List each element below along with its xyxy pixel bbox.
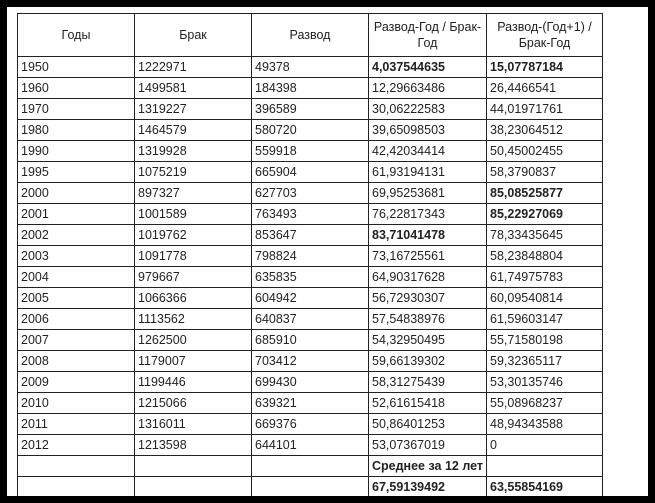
cell-year: 2008 xyxy=(18,351,135,372)
cell-divorce: 853647 xyxy=(252,225,369,246)
cell-ratio: 58,31275439 xyxy=(369,372,487,393)
table-row xyxy=(18,57,603,78)
table-row xyxy=(18,204,603,225)
table-row xyxy=(18,162,603,183)
cell-ratio-next: 85,08525877 xyxy=(487,183,603,204)
cell-marriage: 1464579 xyxy=(135,120,252,141)
cell-marriage: 1179007 xyxy=(135,351,252,372)
cell-ratio-next: 48,94343588 xyxy=(487,414,603,435)
cell-ratio-next: 53,30135746 xyxy=(487,372,603,393)
cell-ratio: 73,16725561 xyxy=(369,246,487,267)
cell-year: 2009 xyxy=(18,372,135,393)
header-ratio-next: Развод-(Год+1) / Брак-Год xyxy=(487,14,603,57)
cell-ratio: 56,72930307 xyxy=(369,288,487,309)
cell-ratio: 50,86401253 xyxy=(369,414,487,435)
cell-ratio: 30,06222583 xyxy=(369,99,487,120)
cell-year: 2011 xyxy=(18,414,135,435)
summary-label: Среднее за 12 лет xyxy=(369,456,487,477)
table-row xyxy=(18,225,603,246)
table-frame xyxy=(7,7,648,496)
cell-year: 2004 xyxy=(18,267,135,288)
cell-year: 1970 xyxy=(18,99,135,120)
cell-marriage: 1113562 xyxy=(135,309,252,330)
cell-ratio: 76,22817343 xyxy=(369,204,487,225)
cell-year: 1990 xyxy=(18,141,135,162)
cell-divorce: 703412 xyxy=(252,351,369,372)
cell-ratio: 53,07367019 xyxy=(369,435,487,456)
cell-marriage: 1019762 xyxy=(135,225,252,246)
cell-marriage: 1213598 xyxy=(135,435,252,456)
cell-marriage: 1316011 xyxy=(135,414,252,435)
cell-year: 2003 xyxy=(18,246,135,267)
cell-divorce: 798824 xyxy=(252,246,369,267)
header-years: Годы xyxy=(18,14,135,57)
table-row xyxy=(18,330,603,351)
cell-ratio-next: 55,71580198 xyxy=(487,330,603,351)
cell-year: 1980 xyxy=(18,120,135,141)
cell-marriage: 979667 xyxy=(135,267,252,288)
table-row xyxy=(18,393,603,414)
cell-ratio: 59,66139302 xyxy=(369,351,487,372)
cell-year: 2010 xyxy=(18,393,135,414)
cell-divorce: 604942 xyxy=(252,288,369,309)
cell-divorce: 669376 xyxy=(252,414,369,435)
cell-ratio: 64,90317628 xyxy=(369,267,487,288)
cell-marriage: 1222971 xyxy=(135,57,252,78)
cell-divorce: 627703 xyxy=(252,183,369,204)
cell-ratio-next: 38,23064512 xyxy=(487,120,603,141)
cell-ratio: 42,42034414 xyxy=(369,141,487,162)
cell-ratio: 69,95253681 xyxy=(369,183,487,204)
cell-year: 1960 xyxy=(18,78,135,99)
summary-values-row xyxy=(18,477,603,497)
summary-empty-cell xyxy=(252,456,369,477)
cell-ratio-next: 59,32365117 xyxy=(487,351,603,372)
cell-marriage: 1499581 xyxy=(135,78,252,99)
summary-ratio-avg: 67,59139492 xyxy=(369,477,487,497)
table-body xyxy=(18,57,603,456)
cell-ratio-next: 60,09540814 xyxy=(487,288,603,309)
cell-ratio: 83,71041478 xyxy=(369,225,487,246)
cell-divorce: 639321 xyxy=(252,393,369,414)
cell-year: 2012 xyxy=(18,435,135,456)
cell-divorce: 699430 xyxy=(252,372,369,393)
cell-divorce: 184398 xyxy=(252,78,369,99)
cell-ratio: 39,65098503 xyxy=(369,120,487,141)
cell-ratio-next: 78,33435645 xyxy=(487,225,603,246)
cell-marriage: 1199446 xyxy=(135,372,252,393)
cell-year: 2002 xyxy=(18,225,135,246)
cell-year: 2006 xyxy=(18,309,135,330)
cell-marriage: 1319227 xyxy=(135,99,252,120)
cell-ratio: 52,61615418 xyxy=(369,393,487,414)
table-row xyxy=(18,309,603,330)
cell-divorce: 644101 xyxy=(252,435,369,456)
cell-ratio-next: 61,59603147 xyxy=(487,309,603,330)
cell-ratio-next: 85,22927069 xyxy=(487,204,603,225)
cell-ratio-next: 61,74975783 xyxy=(487,267,603,288)
cell-divorce: 49378 xyxy=(252,57,369,78)
table-row xyxy=(18,267,603,288)
table-row xyxy=(18,246,603,267)
table-row xyxy=(18,141,603,162)
header-marriage: Брак xyxy=(135,14,252,57)
cell-divorce: 580720 xyxy=(252,120,369,141)
table-row xyxy=(18,414,603,435)
cell-marriage: 1215066 xyxy=(135,393,252,414)
cell-divorce: 665904 xyxy=(252,162,369,183)
cell-year: 1995 xyxy=(18,162,135,183)
cell-marriage: 1091778 xyxy=(135,246,252,267)
cell-year: 2007 xyxy=(18,330,135,351)
cell-year: 1950 xyxy=(18,57,135,78)
table-row xyxy=(18,435,603,456)
table-row xyxy=(18,351,603,372)
cell-marriage: 1066366 xyxy=(135,288,252,309)
cell-ratio-next: 58,23848804 xyxy=(487,246,603,267)
cell-marriage: 1001589 xyxy=(135,204,252,225)
cell-marriage: 1319928 xyxy=(135,141,252,162)
summary-empty-cell xyxy=(18,456,135,477)
table-row xyxy=(18,183,603,204)
cell-marriage: 1262500 xyxy=(135,330,252,351)
summary-empty-cell xyxy=(18,477,135,497)
cell-divorce: 685910 xyxy=(252,330,369,351)
table-row xyxy=(18,99,603,120)
cell-ratio-next: 44,01971761 xyxy=(487,99,603,120)
marriage-divorce-table xyxy=(17,13,603,496)
cell-marriage: 897327 xyxy=(135,183,252,204)
summary-ratio-next-avg: 63,55854169 xyxy=(487,477,603,497)
cell-ratio: 12,29663486 xyxy=(369,78,487,99)
table-row xyxy=(18,78,603,99)
table-row xyxy=(18,288,603,309)
table-row xyxy=(18,120,603,141)
summary-empty-cell xyxy=(135,477,252,497)
cell-year: 2005 xyxy=(18,288,135,309)
cell-divorce: 559918 xyxy=(252,141,369,162)
cell-ratio-next: 15,07787184 xyxy=(487,57,603,78)
cell-ratio-next: 0 xyxy=(487,435,603,456)
cell-divorce: 763493 xyxy=(252,204,369,225)
cell-divorce: 640837 xyxy=(252,309,369,330)
header-ratio: Развод-Год / Брак-Год xyxy=(369,14,487,57)
cell-year: 2000 xyxy=(18,183,135,204)
summary-label-row xyxy=(18,456,603,477)
cell-year: 2001 xyxy=(18,204,135,225)
cell-divorce: 396589 xyxy=(252,99,369,120)
summary-empty-cell xyxy=(135,456,252,477)
cell-ratio: 54,32950495 xyxy=(369,330,487,351)
header-row xyxy=(18,14,603,57)
cell-ratio: 4,037544635 xyxy=(369,57,487,78)
header-divorce: Развод xyxy=(252,14,369,57)
cell-marriage: 1075219 xyxy=(135,162,252,183)
cell-ratio-next: 50,45002455 xyxy=(487,141,603,162)
cell-ratio-next: 58,3790837 xyxy=(487,162,603,183)
table-row xyxy=(18,372,603,393)
summary-empty-cell xyxy=(252,477,369,497)
cell-ratio: 57,54838976 xyxy=(369,309,487,330)
cell-ratio-next: 55,08968237 xyxy=(487,393,603,414)
cell-ratio: 61,93194131 xyxy=(369,162,487,183)
cell-divorce: 635835 xyxy=(252,267,369,288)
summary-empty-cell xyxy=(487,456,603,477)
cell-ratio-next: 26,4466541 xyxy=(487,78,603,99)
